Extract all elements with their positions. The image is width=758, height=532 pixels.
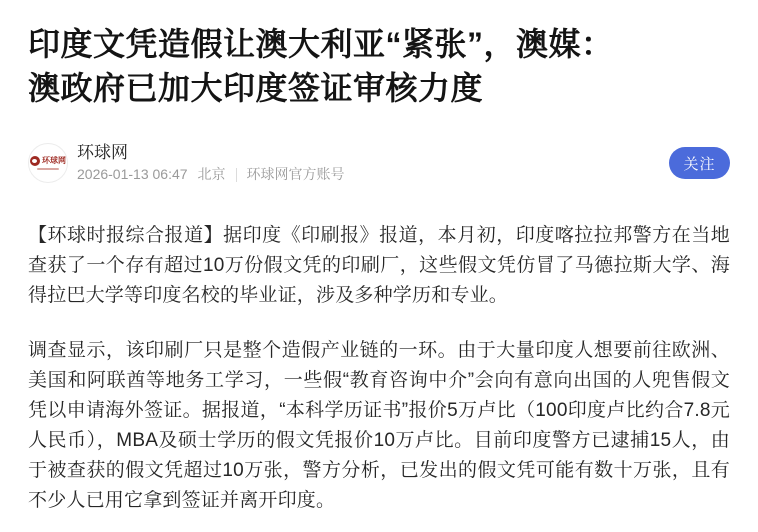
author-row (28, 143, 730, 183)
author-info (77, 143, 669, 183)
publish-time: 2026-01-13 06:47 (77, 166, 188, 182)
huanqiu-logo-text: 环球网 (42, 156, 66, 165)
article-title (28, 22, 730, 110)
article-title-line-1: 印度文凭造假让澳大利亚“紧张”，澳媒： (28, 26, 614, 62)
paragraph-1: 【环球时报综合报道】据印度《印刷报》报道，本月初，印度喀拉拉邦警方在当地查获了一个存有超过10万份假文凭的印刷厂，这些假文凭仿冒了马德拉斯大学、海得拉巴大学等印度名校的毕业证，涉及多种学历和专业。 (28, 225, 730, 306)
huanqiu-logo-subline (37, 168, 59, 170)
paragraph-2: 调查显示，该印刷厂只是整个造假产业链的一环。由于大量印度人想要前往欧洲、美国和阿联酋等地务工学习，一些假“教育咨询中介”会向有意向出国的人兜售假文凭以申请海外签证。据报道，“本科学历证书”报价5万卢比（100印度卢比约合7.8元人民币），MBA及硕士学历的假文凭报价10万卢比。目前印度警方已逮捕15人，由于被查获的假文凭超过10万张，警方分析，已发出的假文凭可能有数十万张，且有不少人已用它拿到签证并离开印度。 (28, 340, 730, 511)
author-name[interactable]: 环球网 (77, 143, 128, 162)
author-avatar[interactable] (28, 143, 68, 183)
author-meta (77, 166, 669, 183)
account-label: 环球网官方账号 (246, 166, 345, 182)
huanqiu-logo (30, 156, 66, 166)
article-body (28, 221, 730, 516)
article-title-line-2: 澳政府已加大印度签证审核力度 (28, 70, 484, 106)
publish-location: 北京 (197, 166, 226, 182)
follow-button[interactable]: 关注 (669, 147, 730, 179)
meta-divider (236, 168, 237, 182)
huanqiu-globe-icon (30, 156, 40, 166)
